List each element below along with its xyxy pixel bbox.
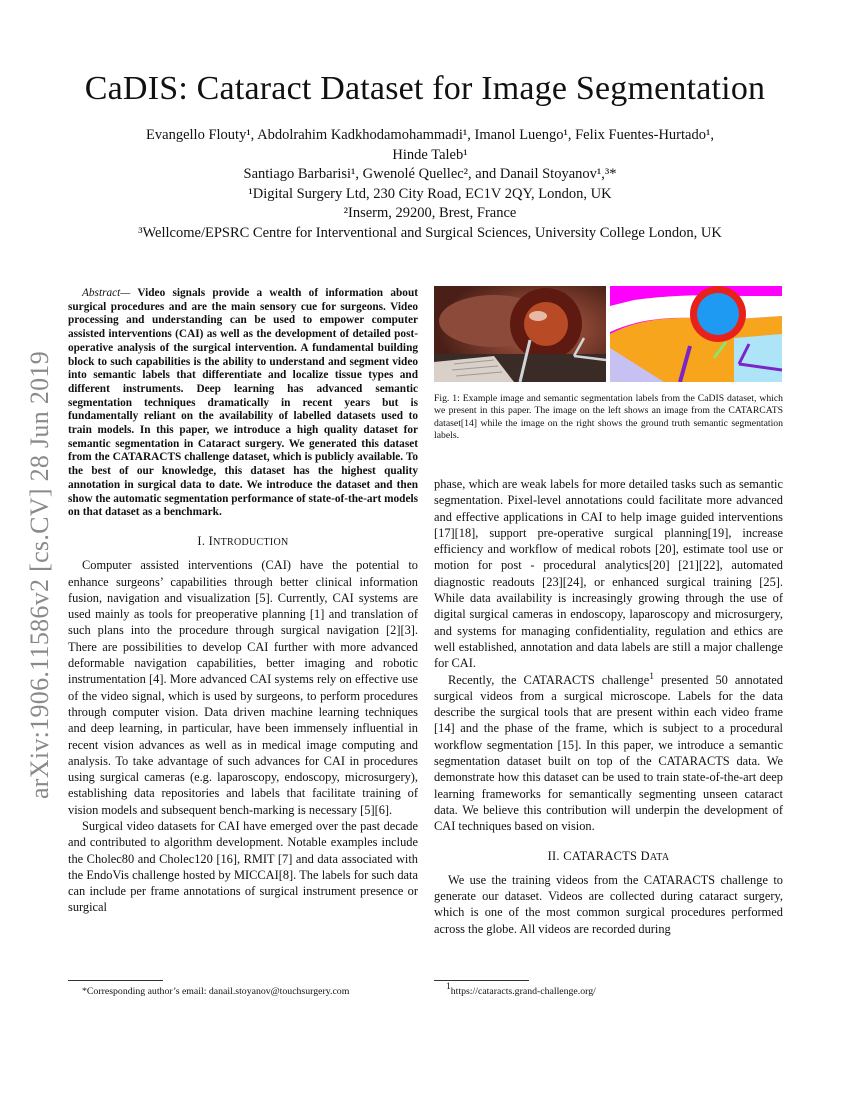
- intro-paragraph-4: Recently, the CATARACTS challenge$^1$ presented 50 annotated surgical videos from a surgical microscope. Labels for the data describe the surgical tools that are present within each video frame [14] and the phase of the frame, which is subject to a procedural workflow segmentation [15]. In this paper, we introduce a semantic segmentation dataset built on top of the CATARACTS data. We demonstrate how this dataset can be used to train state-of-the-art deep learning frameworks for semantically segmenting unseen cataract data. We believe this contribution will underpin the development of CAI techniques based on vision.: [434, 671, 784, 834]
- affiliation-3: ³Wellcome/EPSRC Centre for Interventional and Surgical Sciences, University College London, UK: [138, 224, 722, 241]
- footnote-rule-left: [68, 980, 163, 981]
- authors-line-1: Evangello Flouty¹, Abdolrahim Kadkhodamohammadi¹, Imanol Luengo¹, Felix Fuentes-Hurtado¹,: [146, 127, 714, 143]
- seg-pupil: [697, 293, 739, 335]
- section-heading-cataracts-data: II. CATARACTS DATA: [547, 848, 670, 863]
- right-column: [434, 476, 783, 937]
- figure-1-caption: Fig. 1: Example image and semantic segmentation labels from the CaDIS dataset, which we present in this paper. The image on the left shows an image from the CATARCATS dataset[14] while the image on the right shows the ground truth semantic segmentation labels.: [434, 393, 783, 442]
- left-column: [68, 287, 418, 916]
- paper-title: CaDIS: Cataract Dataset for Image Segmentation: [84, 70, 766, 107]
- authors-line-2: Hinde Taleb¹: [392, 146, 468, 163]
- authors-line-3: Santiago Barbarisi¹, Gwenolé Quellec², and Danail Stoyanov¹,³*: [243, 166, 617, 182]
- surgical-photo: [434, 286, 606, 382]
- author-block: [90, 126, 770, 243]
- photo-pupil: [524, 302, 568, 346]
- affiliation-2: ²Inserm, 29200, Brest, France: [343, 205, 517, 221]
- abstract: [68, 287, 418, 520]
- footnote-marker: 1: [649, 671, 654, 682]
- arxiv-stamp: [10, 295, 70, 855]
- figure-1: [434, 286, 782, 382]
- intro-paragraph-1: Computer assisted interventions (CAI) have the potential to enhance surgeons’ capabilities through better clinical information fusion, navigation and visualization [5]. Currently, CAI systems are used mainly as tools for preoperative planning [1] and translation of such plans into the procedure through surgical navigation [2][3]. There are possibilities to develop CAI further with more advanced deformable navigation capabilities, better imaging and robotic instrumentation [4]. More advanced CAI systems rely on effective use of the video signal, which is used by surgeons, to perform procedures through computer vision. Data driven machine learning techniques and deep learning, in particular, have been immensely influential in recent vision advances as well as in medical image computing and analysis. To take advantage of such advances for CAI in procedures using surgical cameras (e.g. laparoscopy, endoscopy, microsurgery), establishing data repositories and labels that facilitate training of vision models and subsequent bench-marking is necessary [5][6].: [68, 558, 418, 817]
- intro-paragraph-3: phase, which are weak labels for more detailed tasks such as semantic segmentation. Pixel-level annotations could facilitate more advanced and effective applications in CAI to help image guided interventions [17][18], support pre-operative surgical planning[19], increase efficiency and workflow of medical robots [20], estimate tool use or motion for post - procedural analytics[20] [21][22], automated diagnostic readouts [23][24], or enhanced surgical training [25]. While data availability is increasingly growing through the use of digital surgical cameras in endoscopy, laparoscopy and microsurgery, and systems for managing confidentiality, regulation and ethics are well established, annotation and data labels are still a major challenge for CAI.: [434, 477, 783, 671]
- footnote-corresponding-author: *Corresponding author’s email: danail.stoyanov@touchsurgery.com: [82, 986, 350, 997]
- footnote-url: $^1$https://cataracts.grand-challenge.org/: [446, 982, 596, 997]
- footnote-rule-right: [434, 980, 529, 981]
- affiliation-1: ¹Digital Surgery Ltd, 230 City Road, EC1V 2QY, London, UK: [248, 185, 612, 202]
- figure-1-images: [434, 286, 782, 382]
- abstract-text: Video signals provide a wealth of information about surgical procedures and are the main sensory cue for surgeons. Video processing and understanding can be used to empower computer assisted interventions (CAI) as well as the development of detailed post-operative analysis of the surgical intervention. A fundamental building block to such capabilities is the ability to understand and segment video into semantic labels that differentiate and localize tissue types and different instruments. Deep learning has advanced semantic segmentation techniques dramatically in recent years but is fundamentally reliant on the availability of labelled datasets used to train models. In this paper, we introduce a high quality dataset for semantic segmentation in Cataract surgery. We generated this dataset from the CATARACTS challenge dataset, which is publicly available. To the best of our knowledge, this dataset has the highest quality annotation in surgical data to date. We introduce the dataset and then show the automatic segmentation performance of state-of-the-art models on that dataset as a benchmark.: [68, 287, 418, 519]
- abstract-label: Abstract—: [82, 287, 131, 299]
- segmentation-labels: [610, 286, 782, 382]
- data-paragraph-1: We use the training videos from the CATARACTS challenge to generate our dataset. Videos are collected during cataract surgery, which is one of the most common surgical procedures performed across the globe. All videos are recorded during: [434, 872, 783, 936]
- intro-paragraph-2: Surgical video datasets for CAI have emerged over the past decade and contributed to algorithm development. Notable examples include the Cholec80 and Cholec120 [16], RMIT [7] and data associated with the EndoVis challenge hosted by MICCAI[8]. The labels for such data can include per frame annotations of surgical instrument presence or surgical: [68, 819, 418, 915]
- section-heading-introduction: I. INTRODUCTION: [197, 533, 289, 548]
- arxiv-stamp-text: arXiv:1906.11586v2 [cs.CV] 28 Jun 2019: [25, 350, 54, 800]
- photo-glare: [529, 311, 547, 321]
